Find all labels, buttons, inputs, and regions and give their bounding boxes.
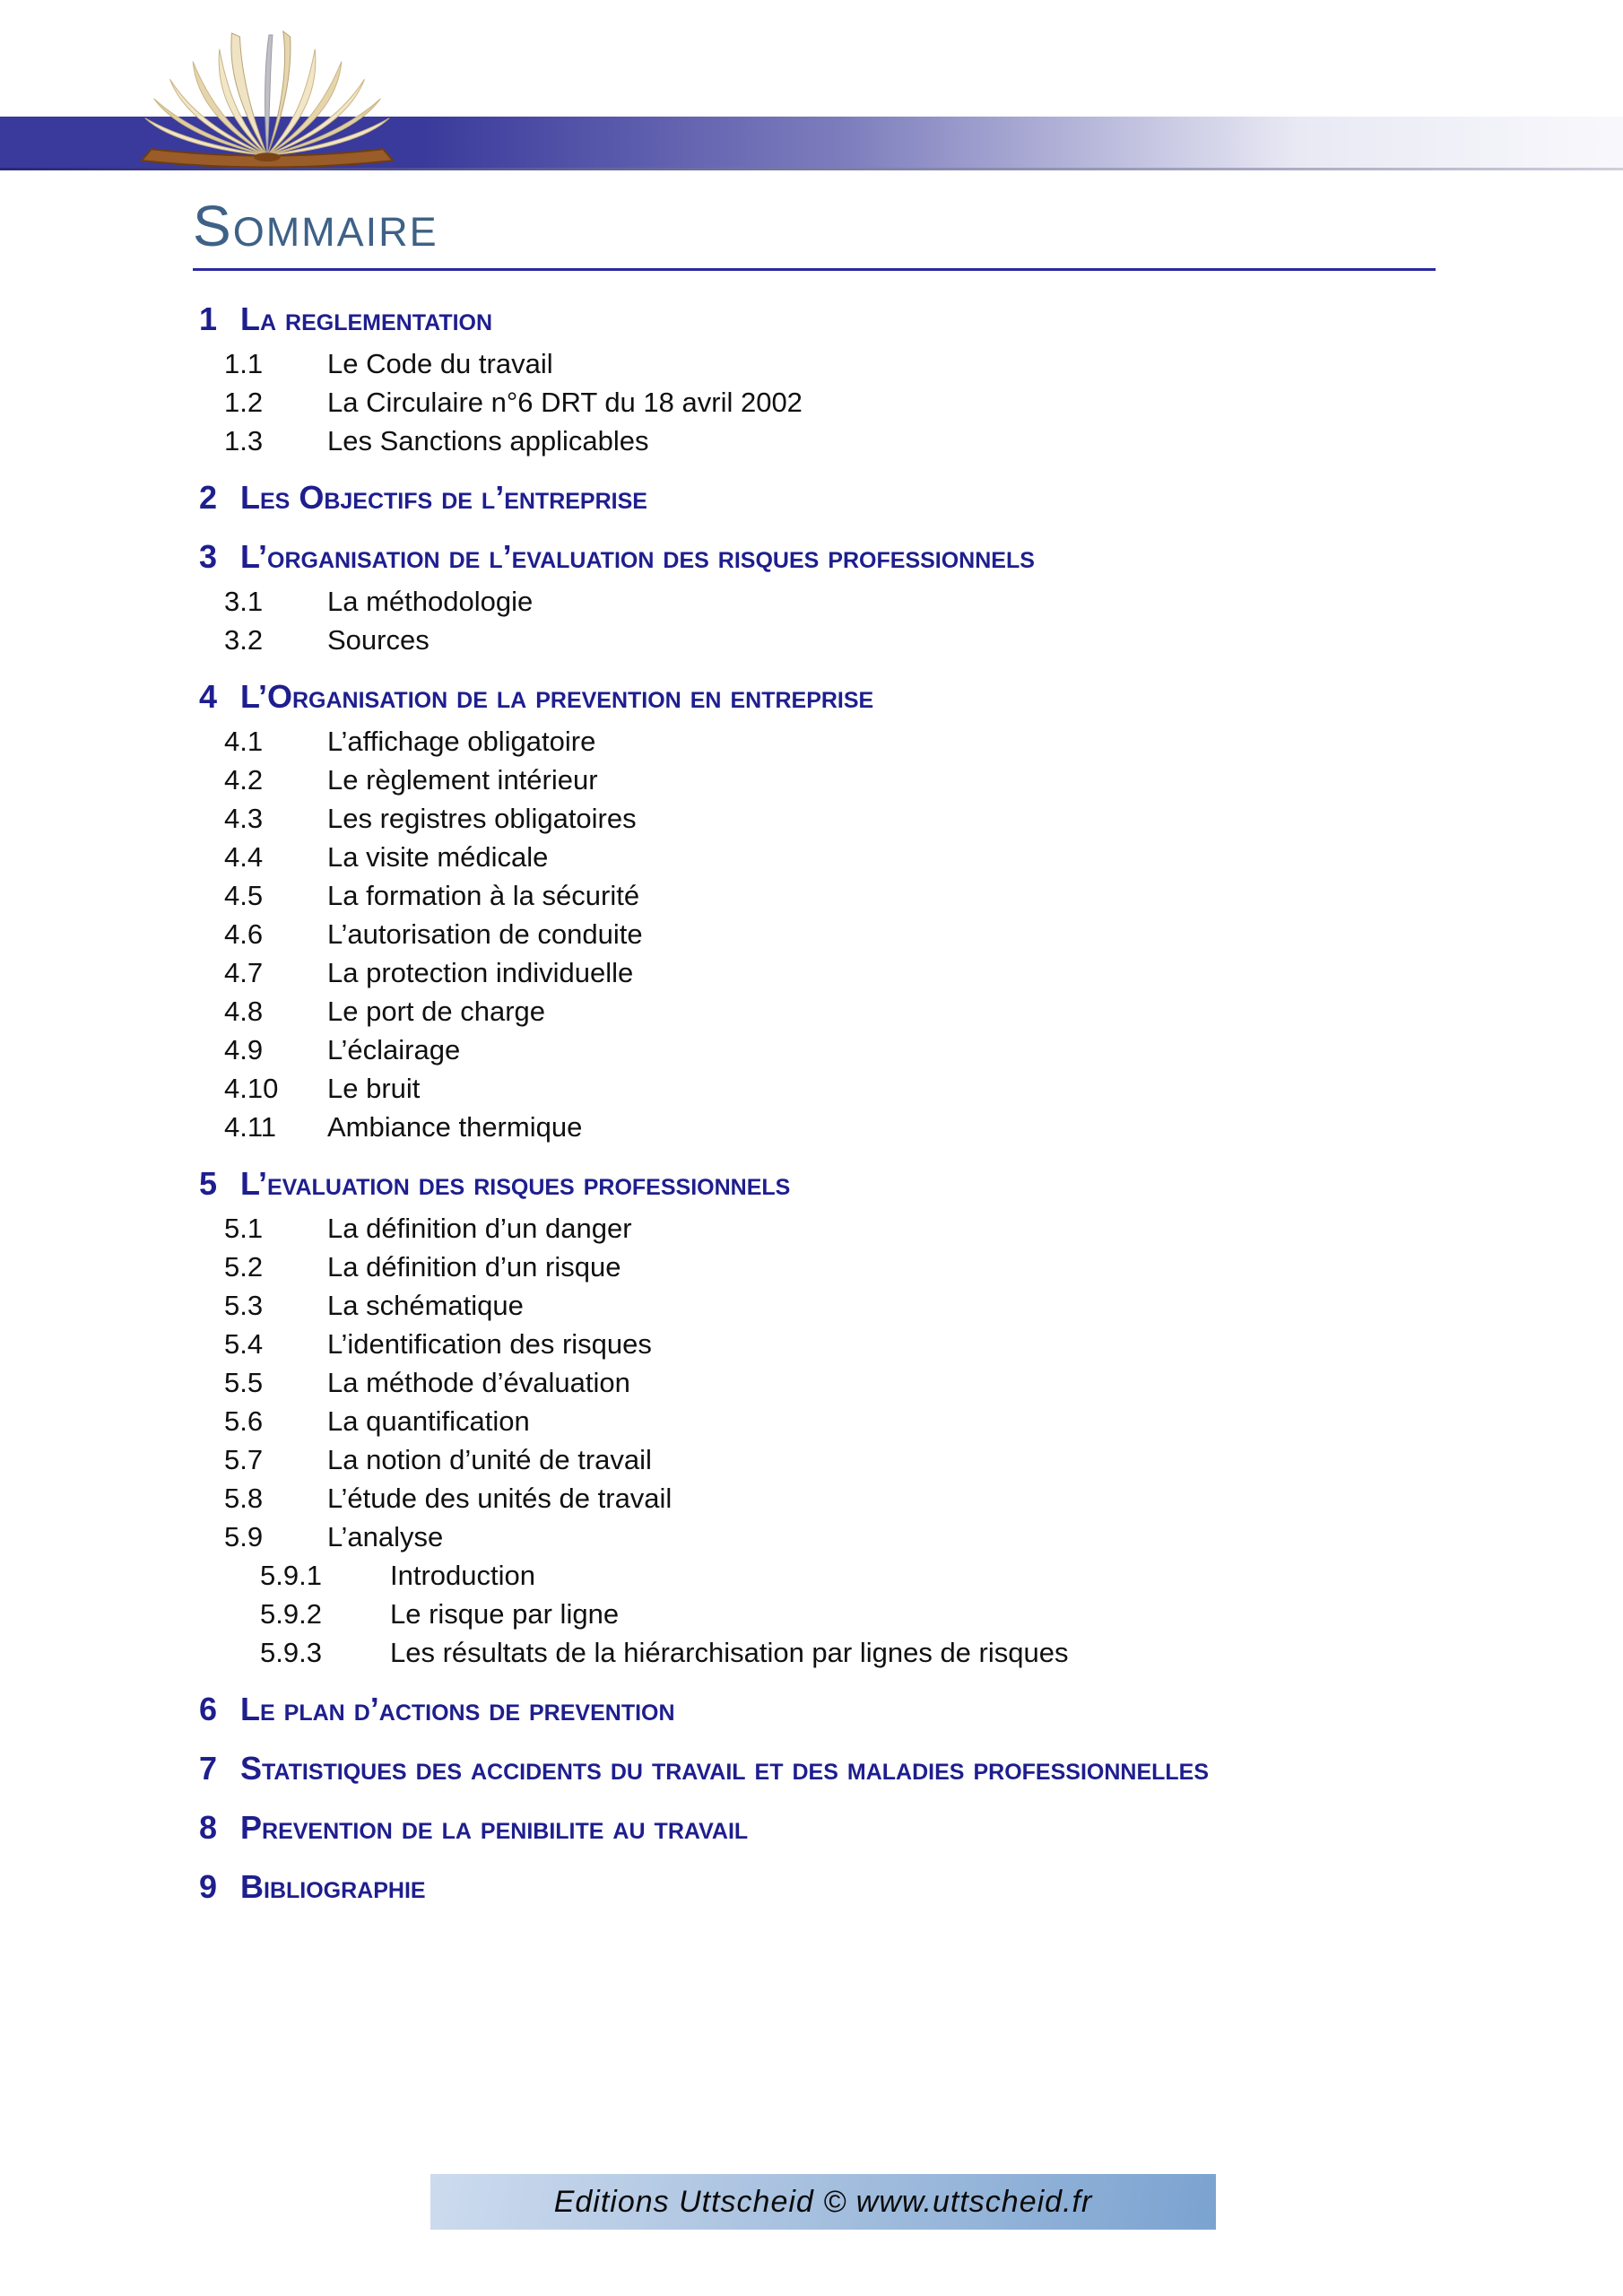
toc-entry <box>224 1209 1472 1248</box>
toc-entry-number: 5.2 <box>224 1251 264 1283</box>
toc-entry-number: 1.1 <box>224 348 264 379</box>
toc-entry-label: L’éclairage <box>327 1034 461 1065</box>
toc-entry-number: 4.4 <box>224 841 264 873</box>
toc-entry-label: L’affichage obligatoire <box>327 726 596 757</box>
toc-entry <box>224 621 1472 659</box>
toc-entry-label: Les Objectifs de l’entreprise <box>240 479 647 516</box>
toc-entry-number: 5.3 <box>224 1290 264 1321</box>
toc-entry <box>260 1633 1472 1672</box>
toc-entry-label: Le plan d’actions de prevention <box>240 1691 675 1727</box>
toc-entry <box>224 1402 1472 1440</box>
toc-entry-number: 5.9.2 <box>260 1598 322 1630</box>
toc-entry <box>224 876 1472 915</box>
toc-entry-number: 1.2 <box>224 387 264 418</box>
toc-entry-number: 5.4 <box>224 1328 264 1360</box>
toc-entry <box>199 1806 1472 1849</box>
toc-entry <box>224 1108 1472 1146</box>
toc-entry-number: 4.1 <box>224 726 264 757</box>
toc-entry-label: La quantification <box>327 1405 530 1437</box>
toc-entry-label: La notion d’unité de travail <box>327 1444 652 1475</box>
toc-entry <box>224 1069 1472 1108</box>
toc-entry <box>260 1595 1472 1633</box>
toc-entry <box>224 799 1472 838</box>
open-book-icon <box>135 29 400 172</box>
toc-entry-label: Sources <box>327 624 430 656</box>
toc-entry-label: La méthodologie <box>327 586 534 617</box>
toc-entry-number: 4.3 <box>224 803 264 834</box>
toc-entry <box>224 915 1472 953</box>
toc-entry <box>199 476 1472 519</box>
toc-entry <box>224 1479 1472 1518</box>
toc-entry-label: Prevention de la penibilite au travail <box>240 1809 749 1846</box>
toc-entry-number: 4.9 <box>224 1034 264 1065</box>
toc-entry-number: 5.5 <box>224 1367 264 1398</box>
page-title: Sommaire <box>193 194 438 258</box>
toc-entry <box>224 383 1472 422</box>
toc-entry-label: L’autorisation de conduite <box>327 918 643 950</box>
toc-entry-label: Le bruit <box>327 1073 421 1104</box>
toc-entry-number: 4.8 <box>224 996 264 1027</box>
toc-entry-label: L’étude des unités de travail <box>327 1483 673 1514</box>
toc-entry <box>224 1440 1472 1479</box>
toc-entry <box>199 1162 1472 1205</box>
toc-entry-label: Les registres obligatoires <box>327 803 637 834</box>
toc-entry-number: 5 <box>199 1165 218 1202</box>
toc-entry-number: 4.6 <box>224 918 264 950</box>
toc-entry <box>260 1556 1472 1595</box>
toc-entry <box>199 535 1472 578</box>
toc-entry-number: 5.9 <box>224 1521 264 1552</box>
toc-entry-number: 4.7 <box>224 957 264 988</box>
toc-entry-label: L’organisation de l’evaluation des risques professionnels <box>240 538 1035 575</box>
toc-entry <box>224 953 1472 992</box>
toc-entry-number: 5.7 <box>224 1444 264 1475</box>
toc-entry <box>199 1866 1472 1909</box>
toc-entry-number: 5.6 <box>224 1405 264 1437</box>
toc-entry <box>224 761 1472 799</box>
toc-entry-label: La Circulaire n°6 DRT du 18 avril 2002 <box>327 387 803 418</box>
toc-entry-number: 5.9.3 <box>260 1637 322 1668</box>
toc-entry-number: 5.8 <box>224 1483 264 1514</box>
toc-entry <box>199 1688 1472 1731</box>
toc-entry <box>224 838 1472 876</box>
toc-entry <box>199 1747 1472 1790</box>
toc-entry-label: La reglementation <box>240 300 493 337</box>
toc-entry <box>224 1031 1472 1069</box>
toc-entry <box>224 1363 1472 1402</box>
toc-entry-number: 1.3 <box>224 425 264 457</box>
footer-text: Editions Uttscheid © www.uttscheid.fr <box>553 2184 1093 2219</box>
toc-entry-number: 4 <box>199 678 218 715</box>
toc-entry-label: Le Code du travail <box>327 348 553 379</box>
toc-entry-label: Le risque par ligne <box>390 1598 620 1630</box>
toc-entry-label: L’evaluation des risques professionnels <box>240 1165 791 1202</box>
toc-entry-number: 5.9.1 <box>260 1560 322 1591</box>
title-rule <box>193 268 1436 271</box>
toc-entry-label: La méthode d’évaluation <box>327 1367 630 1398</box>
toc-entry-number: 7 <box>199 1750 218 1787</box>
toc-entry <box>224 1286 1472 1325</box>
toc-entry <box>224 1325 1472 1363</box>
toc-entry-label: La protection individuelle <box>327 957 634 988</box>
toc-entry-number: 6 <box>199 1691 218 1727</box>
toc-entry-number: 4.10 <box>224 1073 279 1104</box>
toc-entry-number: 3.2 <box>224 624 264 656</box>
toc-entry <box>224 422 1472 460</box>
toc-entry-label: Les résultats de la hiérarchisation par lignes de risques <box>390 1637 1069 1668</box>
toc-entry <box>224 722 1472 761</box>
footer-bar <box>430 2174 1216 2230</box>
toc-entry-label: Statistiques des accidents du travail et des maladies professionnelles <box>240 1750 1210 1787</box>
toc-entry <box>224 992 1472 1031</box>
toc-entry-label: L’analyse <box>327 1521 444 1552</box>
toc-entry-label: Le port de charge <box>327 996 546 1027</box>
toc-entry <box>224 582 1472 621</box>
toc-entry-label: Bibliographie <box>240 1868 426 1905</box>
toc-entry-label: Introduction <box>390 1560 535 1591</box>
toc-entry-number: 4.11 <box>224 1111 277 1143</box>
toc-entry <box>199 298 1472 341</box>
toc-entry-label: Le règlement intérieur <box>327 764 598 796</box>
toc-entry-number: 5.1 <box>224 1213 264 1244</box>
toc-entry <box>224 344 1472 383</box>
toc-entry-label: La schématique <box>327 1290 524 1321</box>
toc-entry-number: 8 <box>199 1809 218 1846</box>
toc-entry-number: 3.1 <box>224 586 264 617</box>
toc-entry-label: La visite médicale <box>327 841 549 873</box>
toc-entry-label: La définition d’un risque <box>327 1251 621 1283</box>
toc-entry-label: La définition d’un danger <box>327 1213 632 1244</box>
toc-entry <box>224 1518 1472 1556</box>
toc-entry-number: 4.2 <box>224 764 264 796</box>
toc-entry-label: La formation à la sécurité <box>327 880 640 911</box>
toc-entry <box>224 1248 1472 1286</box>
toc-entry-label: L’identification des risques <box>327 1328 652 1360</box>
toc-entry-number: 9 <box>199 1868 218 1905</box>
table-of-contents <box>199 282 1472 1912</box>
toc-entry-number: 1 <box>199 300 218 337</box>
toc-entry-label: L’Organisation de la prevention en entreprise <box>240 678 874 715</box>
toc-entry <box>199 675 1472 718</box>
toc-entry-number: 2 <box>199 479 218 516</box>
toc-entry-label: Ambiance thermique <box>327 1111 583 1143</box>
toc-entry-number: 3 <box>199 538 218 575</box>
toc-entry-number: 4.5 <box>224 880 264 911</box>
toc-entry-label: Les Sanctions applicables <box>327 425 649 457</box>
